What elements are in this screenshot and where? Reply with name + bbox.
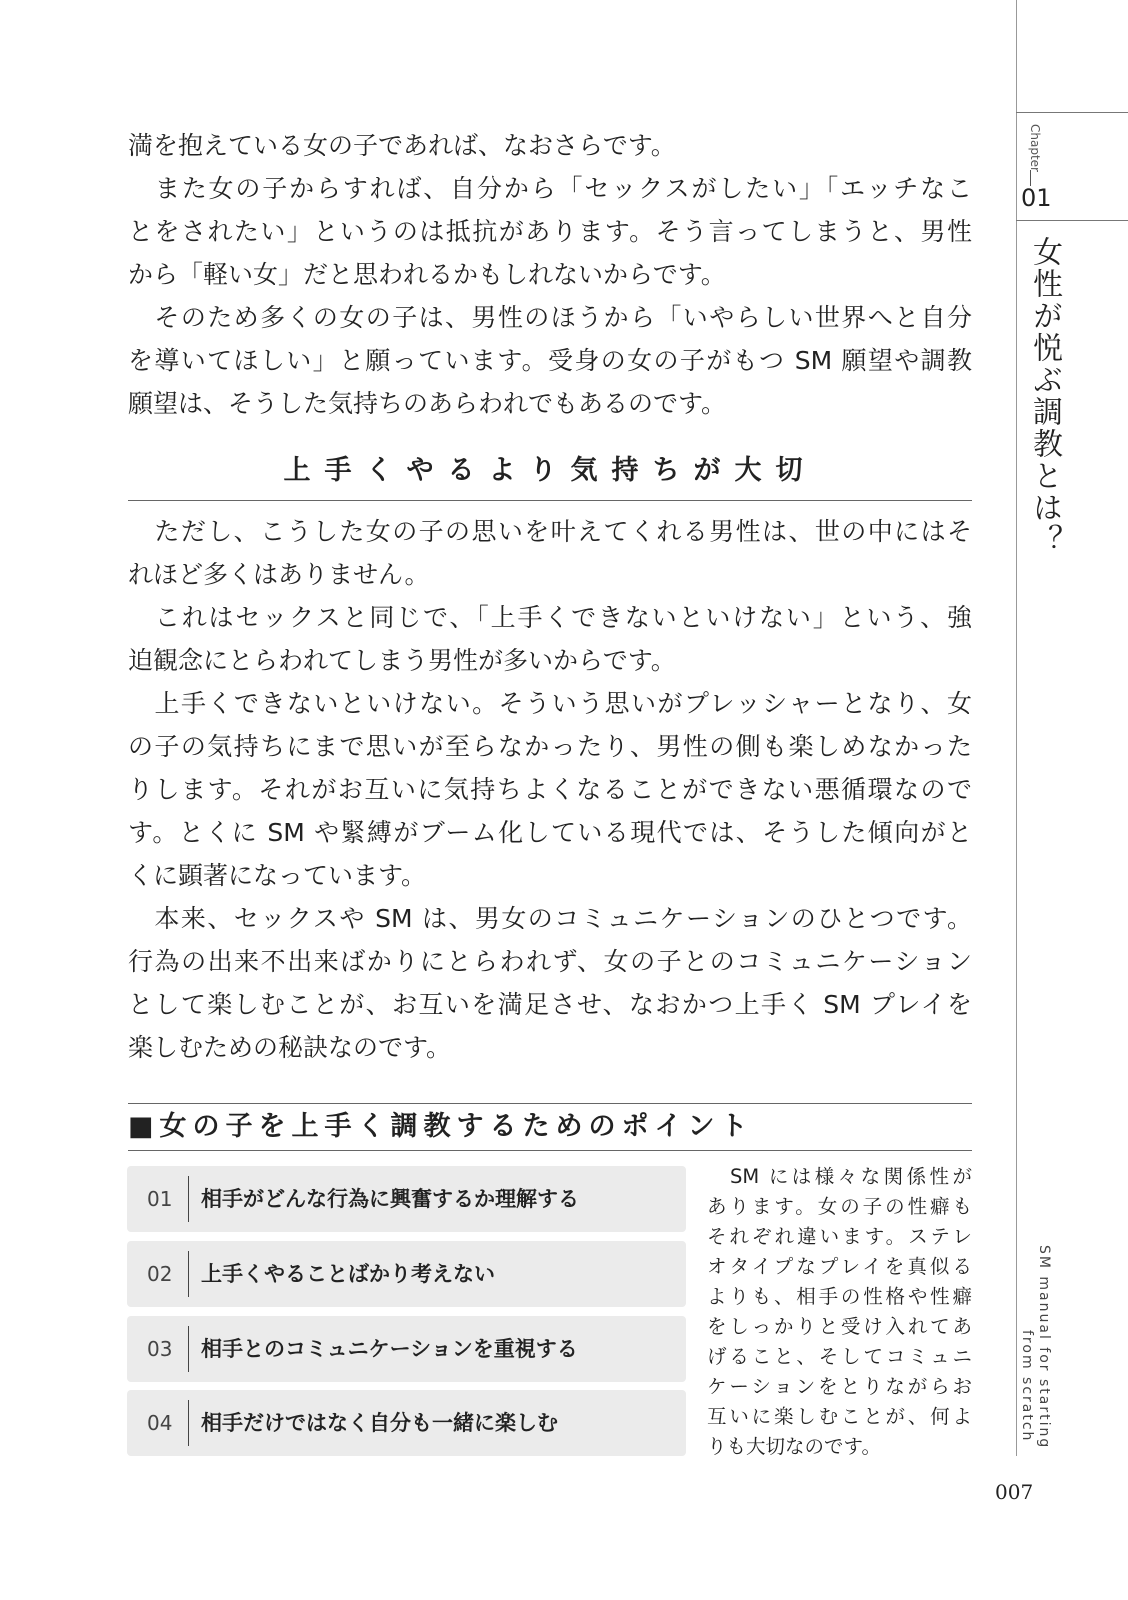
point-text: 相手とのコミュニケーションを重視する	[201, 1337, 578, 1361]
text-line: の子の気持ちにまで思いが至らなかったり、男性の側も楽しめなかった	[128, 732, 972, 761]
side-note-line: あります。女の子の性癖も	[707, 1195, 972, 1218]
text-line: 願望は、そうした気持ちのあらわれでもあるのです。	[128, 389, 727, 418]
text-line: 迫観念にとらわれてしまう男性が多いからです。	[128, 646, 676, 675]
point-item	[127, 1316, 686, 1382]
chapter-rule-top	[1016, 112, 1128, 113]
side-note-line: よりも、相手の性格や性癖	[707, 1285, 972, 1308]
text-line: また女の子からすれば、自分から「セックスがしたい」「エッチなこ	[128, 174, 972, 203]
text-line: とをされたい」というのは抵抗があります。そう言ってしまうと、男性	[128, 217, 972, 246]
chapter-title: 女性が悦ぶ調教とは？	[1027, 236, 1062, 556]
text-line: を導いてほしい」と願っています。受身の女の子がもつ SM 願望や調教	[128, 346, 972, 375]
text-line: くに顕著になっています。	[128, 861, 427, 890]
text-line: 上手くできないといけない。そういう思いがプレッシャーとなり、女	[128, 689, 972, 718]
side-note-line: ケーションをとりながらお	[707, 1375, 972, 1398]
point-number: 02	[147, 1262, 173, 1286]
book-title-line2: from scratch	[1019, 1330, 1035, 1443]
chapter-label: Chapter	[1028, 124, 1042, 172]
text-line: 本来、セックスや SM は、男女のコミュニケーションのひとつです。	[128, 904, 972, 933]
margin-divider	[1016, 0, 1017, 1456]
divider	[188, 1251, 189, 1297]
text-line: れほど多くはありません。	[128, 560, 430, 589]
text-line: から「軽い女」だと思われるかもしれないからです。	[128, 260, 726, 289]
text-line: そのため多くの女の子は、男性のほうから「いやらしい世界へと自分	[128, 303, 972, 332]
point-text: 相手だけではなく自分も一緒に楽しむ	[201, 1411, 558, 1435]
section-heading: 上手くやるより気持ちが大切	[128, 450, 972, 501]
body-text-top	[128, 124, 972, 425]
text-line: す。とくに SM や緊縛がブーム化している現代では、そうした傾向がと	[128, 818, 972, 847]
point-text: 相手がどんな行為に興奮するか理解する	[201, 1187, 579, 1211]
point-number: 03	[147, 1337, 173, 1361]
side-note-line: りも大切なのです。	[707, 1435, 881, 1458]
side-note-line: SM には様々な関係性が	[707, 1165, 972, 1188]
divider	[188, 1400, 189, 1446]
text-line: ただし、こうした女の子の思いを叶えてくれる男性は、世の中にはそ	[128, 517, 972, 546]
body-text-main	[128, 510, 972, 1069]
divider	[188, 1176, 189, 1222]
points-section-title: ■女の子を上手く調教するためのポイント	[128, 1103, 972, 1151]
side-note-line: げること、そしてコミュニ	[707, 1345, 972, 1368]
point-item	[127, 1166, 686, 1232]
side-note	[707, 1162, 972, 1462]
side-note-line: をしっかりと受け入れてあ	[707, 1315, 972, 1338]
chapter-number: 01	[1021, 184, 1052, 212]
point-number: 04	[147, 1411, 173, 1435]
text-line: として楽しむことが、お互いを満足させ、なおかつ上手く SM プレイを	[128, 990, 972, 1019]
text-line: 楽しむための秘訣なのです。	[128, 1033, 452, 1062]
divider	[188, 1326, 189, 1372]
point-item	[127, 1241, 686, 1307]
page-number: 007	[995, 1480, 1034, 1504]
side-note-line: それぞれ違います。ステレ	[707, 1225, 972, 1248]
book-title-line1: SM manual for starting	[1036, 1245, 1052, 1450]
side-note-line: オタイプなプレイを真似る	[707, 1255, 972, 1278]
chapter-rule-bottom	[1016, 220, 1128, 221]
point-number: 01	[147, 1187, 173, 1211]
text-line: 行為の出来不出来ばかりにとらわれず、女の子とのコミュニケーション	[128, 947, 972, 976]
point-text: 上手くやることばかり考えない	[201, 1262, 495, 1286]
text-line: これはセックスと同じで、「上手くできないといけない」という、強	[128, 603, 972, 632]
text-line: 満を抱えている女の子であれば、なおさらです。	[128, 131, 676, 160]
side-note-line: 互いに楽しむことが、何よ	[707, 1405, 972, 1428]
point-item	[127, 1390, 686, 1456]
text-line: りします。それがお互いに気持ちよくなることができない悪循環なので	[128, 775, 972, 804]
